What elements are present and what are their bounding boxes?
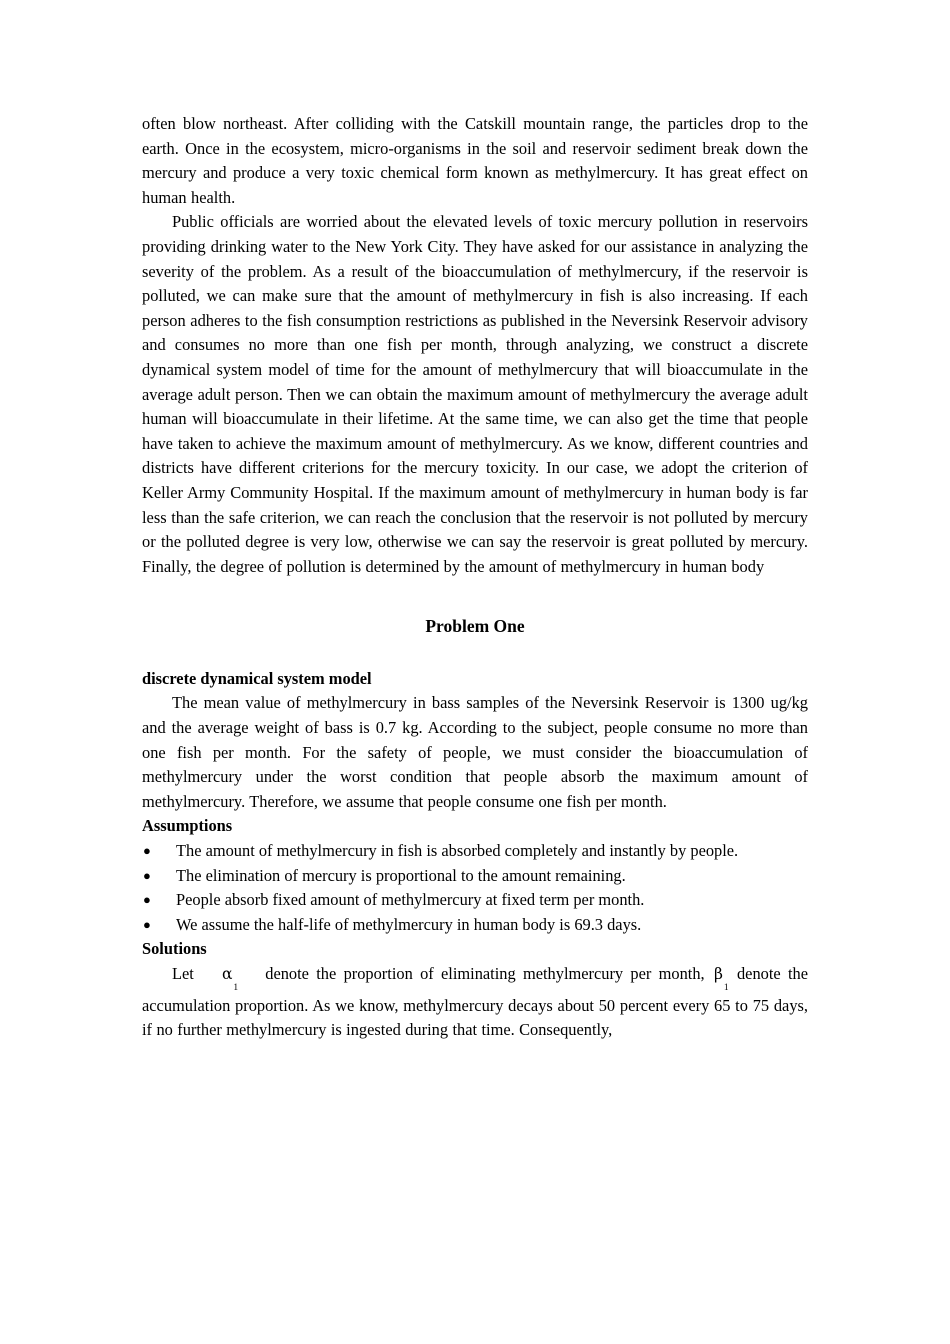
list-item-label: The elimination of mercury is proportional to the amount remaining. — [176, 865, 626, 885]
bullet-icon: ● — [143, 892, 151, 908]
beta-symbol: β — [713, 965, 723, 983]
spacer-before-section-title — [142, 579, 808, 614]
section-title-problem-one: Problem One — [425, 616, 525, 637]
list-item — [142, 913, 808, 938]
subheading-solutions: Solutions — [142, 939, 207, 959]
subheading-assumptions: Assumptions — [142, 816, 233, 836]
list-item-label: People absorb fixed amount of methylmercury at fixed term per month. — [176, 890, 645, 910]
bullet-icon: ● — [143, 916, 151, 932]
assumptions-list — [142, 839, 808, 937]
paragraph-continuation: often blow northeast. After colliding with the Catskill mountain range, the particles drop to the earth. Once in the ecosystem, micro-organisms in the soil and reservoir sediment break down the mercury and produce a very toxic chemical form known as methylmercury. It has great effect on human health. — [142, 114, 808, 207]
bullet-icon: ● — [143, 867, 151, 883]
variable-beta — [712, 965, 730, 994]
paragraph-public-officials: Public officials are worried about the elevated levels of toxic mercury pollution in reservoirs providing drinking water to the New York City. They have asked for our assistance in analyzing the severity of the problem. As a result of the bioaccumulation of methylmercury, if the reservoir is polluted, we can make sure that the amount of methylmercury in fish is also increasing. If each person adheres to the fish consumption restrictions as published in the Neversink Reservoir advisory and consumes no more than one fish per month, through analyzing, we construct a discrete dynamical system model of time for the amount of methylmercury that will bioaccumulate in the average adult person. Then we can obtain the maximum amount of methylmercury the average adult human will bioaccumulate in their lifetime. At the same time, we can also get the time that people have taken to achieve the maximum amount of methylmercury. As we know, different countries and districts have different criterions for the mercury toxicity. In our case, we adopt the criterion of Keller Army Community Hospital. If the maximum amount of methylmercury in human body is far less than the safe criterion, we can reach the conclusion that the reservoir is not polluted by mercury or the polluted degree is very low, otherwise we can say the reservoir is great polluted by mercury. Finally, the degree of pollution is determined by the amount of methylmercury in human body — [142, 212, 808, 576]
page-content — [142, 112, 808, 1043]
list-item-label: We assume the half-life of methylmercury in human body is 69.3 days. — [176, 914, 642, 934]
spacer-after-section-title — [142, 639, 808, 667]
list-item — [142, 888, 808, 913]
paragraph-mean-value: The mean value of methylmercury in bass samples of the Neversink Reservoir is 1300 ug/kg and the average weight of bass is 0.7 kg. According to the subject, people consume no more than one fish per month. For the safety of people, we must consider the bioaccumulation of methylmercury under the worst condition that people absorb the maximum amount of methylmercury. Therefore, we assume that people consume one fish per month. — [142, 693, 808, 811]
paragraph-solutions — [142, 962, 808, 1043]
alpha-symbol: α — [221, 965, 233, 983]
bullet-icon: ● — [143, 843, 151, 859]
list-item — [142, 864, 808, 889]
solutions-text-after-alpha: denote the proportion of eliminating methylmercury per month, — [265, 964, 705, 983]
list-item-label: The amount of methylmercury in fish is absorbed completely and instantly by people. — [176, 841, 739, 861]
alpha-subscript: 1 — [233, 983, 239, 994]
solutions-text-after-beta: denote the accumulation proportion. As we know, methylmercury decays about 50 percent every 65 to 75 days, if no further methylmercury is ingested during that time. Consequently, — [142, 964, 808, 1040]
beta-subscript: 1 — [723, 983, 729, 994]
solutions-text-before-alpha: Let — [172, 964, 194, 983]
list-item — [142, 839, 808, 864]
subheading-discrete-dynamical-system-model: discrete dynamical system model — [142, 668, 372, 688]
variable-alpha — [220, 965, 239, 994]
